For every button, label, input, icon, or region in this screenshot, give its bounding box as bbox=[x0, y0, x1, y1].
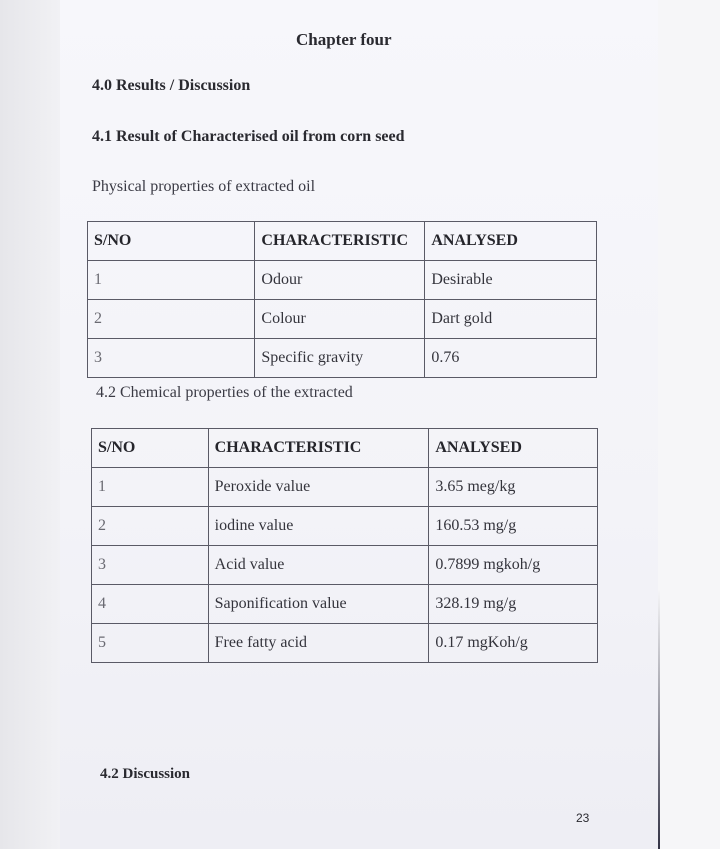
table2-caption: 4.2 Chemical properties of the extracted bbox=[96, 384, 353, 401]
cell-sno: 3 bbox=[92, 546, 209, 585]
cell-characteristic: Peroxide value bbox=[208, 468, 429, 507]
cell-sno: 3 bbox=[88, 339, 255, 378]
table-header-row bbox=[88, 222, 597, 261]
cell-analysed: 0.17 mgKoh/g bbox=[429, 624, 598, 663]
table-row bbox=[92, 585, 598, 624]
table-row bbox=[88, 339, 597, 378]
cell-sno: 1 bbox=[92, 468, 209, 507]
column-header-characteristic: CHARACTERISTIC bbox=[208, 429, 429, 468]
page-edge-shadow bbox=[658, 589, 660, 849]
cell-characteristic: Specific gravity bbox=[255, 339, 425, 378]
background-right-margin bbox=[658, 0, 720, 849]
table-row bbox=[92, 624, 598, 663]
background-left-margin bbox=[0, 0, 60, 849]
cell-characteristic: Free fatty acid bbox=[208, 624, 429, 663]
cell-analysed: 0.7899 mgkoh/g bbox=[429, 546, 598, 585]
column-header-characteristic: CHARACTERISTIC bbox=[255, 222, 425, 261]
cell-analysed: 0.76 bbox=[425, 339, 597, 378]
chapter-title: Chapter four bbox=[296, 30, 392, 49]
table-row bbox=[92, 468, 598, 507]
cell-characteristic: Saponification value bbox=[208, 585, 429, 624]
subsection-heading: 4.1 Result of Characterised oil from corn seed bbox=[92, 128, 405, 145]
cell-sno: 2 bbox=[92, 507, 209, 546]
cell-analysed: 328.19 mg/g bbox=[429, 585, 598, 624]
cell-sno: 2 bbox=[88, 300, 255, 339]
discussion-heading: 4.2 Discussion bbox=[100, 766, 191, 782]
document-page bbox=[60, 0, 658, 849]
table-row bbox=[92, 507, 598, 546]
cell-analysed: Dart gold bbox=[425, 300, 597, 339]
cell-analysed: Desirable bbox=[425, 261, 597, 300]
table-row bbox=[88, 300, 597, 339]
column-header-analysed: ANALYSED bbox=[425, 222, 597, 261]
cell-characteristic: Odour bbox=[255, 261, 425, 300]
cell-characteristic: Acid value bbox=[208, 546, 429, 585]
column-header-sno: S/NO bbox=[88, 222, 255, 261]
table-row bbox=[92, 546, 598, 585]
cell-sno: 5 bbox=[92, 624, 209, 663]
cell-analysed: 160.53 mg/g bbox=[429, 507, 598, 546]
physical-properties-table bbox=[87, 221, 597, 378]
column-header-analysed: ANALYSED bbox=[429, 429, 598, 468]
table1-caption: Physical properties of extracted oil bbox=[92, 178, 316, 195]
column-header-sno: S/NO bbox=[92, 429, 209, 468]
section-heading: 4.0 Results / Discussion bbox=[92, 77, 251, 94]
chemical-properties-table bbox=[91, 428, 598, 663]
cell-analysed: 3.65 meg/kg bbox=[429, 468, 598, 507]
page-number: 23 bbox=[576, 811, 590, 825]
cell-characteristic: iodine value bbox=[208, 507, 429, 546]
cell-characteristic: Colour bbox=[255, 300, 425, 339]
table-header-row bbox=[92, 429, 598, 468]
cell-sno: 1 bbox=[88, 261, 255, 300]
cell-sno: 4 bbox=[92, 585, 209, 624]
table-row bbox=[88, 261, 597, 300]
